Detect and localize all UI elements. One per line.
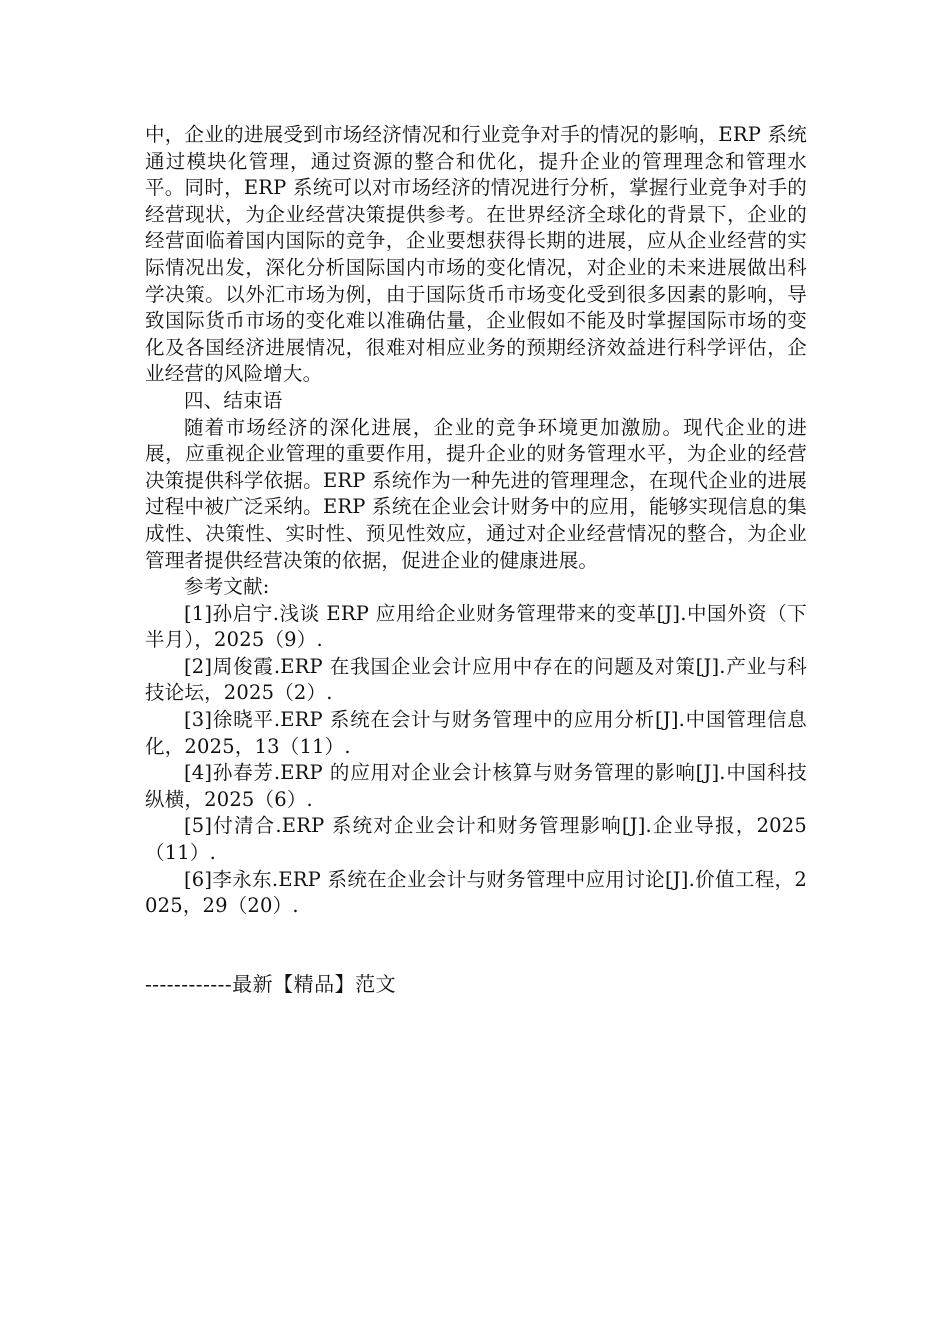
reference-item: [4]孙春芳.ERP 的应用对企业会计核算与财务管理的影响[J].中国科技纵横，2025（6）. bbox=[145, 761, 807, 811]
reference-item: [5]付清合.ERP 系统对企业会计和财务管理影响[J].企业导报，2025（11）. bbox=[145, 814, 807, 865]
reference-list bbox=[145, 601, 807, 920]
reference-item: [6]李永东.ERP 系统在企业会计与财务管理中应用讨论[J].价值工程，2025，29（20）. bbox=[145, 867, 807, 918]
section-heading: 四、结束语 bbox=[184, 388, 283, 412]
document-body bbox=[145, 122, 807, 920]
references-heading: 参考文献: bbox=[184, 575, 270, 599]
body-paragraph: 中，企业的进展受到市场经济情况和行业竞争对手的情况的影响，ERP 系统通过模块化管理，通过资源的整合和优化，提升企业的管理理念和管理水平。同时，ERP 系统可以对市场经济的情况进行分析，掌握行业竞争对手的经营现状，为企业经营决策提供参考。在世界经济全球化的背景下，企业的经营面临着国内国际的竞争，企业要想获得长期的进展，应从企业经营的实际情况出发，深化分析国际国内市场的变化情况，对企业的未来进展做出科学决策。以外汇市场为例，由于国际货币市场变化受到很多因素的影响，导致国际货币市场的变化难以准确估量，企业假如不能及时掌握国际市场的变化及各国经济进展情况，很难对相应业务的预期经济效益进行科学评估，企业经营的风险增大。 bbox=[145, 123, 807, 386]
reference-item: [1]孙启宁.浅谈 ERP 应用给企业财务管理带来的变革[J].中国外资（下半月），2025（9）. bbox=[145, 601, 807, 652]
body-paragraph: 随着市场经济的深化进展，企业的竞争环境更加激励。现代企业的进展，应重视企业管理的重要作用，提升企业的财务管理水平，为企业的经营决策提供科学依据。ERP 系统作为一种先进的管理理念，在现代企业的进展过程中被广泛采纳。ERP 系统在企业会计财务中的应用，能够实现信息的集成性、决策性、实时性、预见性效应，通过对企业经营情况的整合，为企业管理者提供经营决策的依据，促进企业的健康进展。 bbox=[145, 415, 807, 572]
reference-item: [2]周俊霞.ERP 在我国企业会计应用中存在的问题及对策[J].产业与科技论坛，2025（2）. bbox=[145, 654, 807, 705]
footer-text: ------------最新【精品】范文 bbox=[145, 972, 397, 996]
reference-item: [3]徐晓平.ERP 系统在会计与财务管理中的应用分析[J].中国管理信息化，2025，13（11）. bbox=[145, 708, 807, 758]
